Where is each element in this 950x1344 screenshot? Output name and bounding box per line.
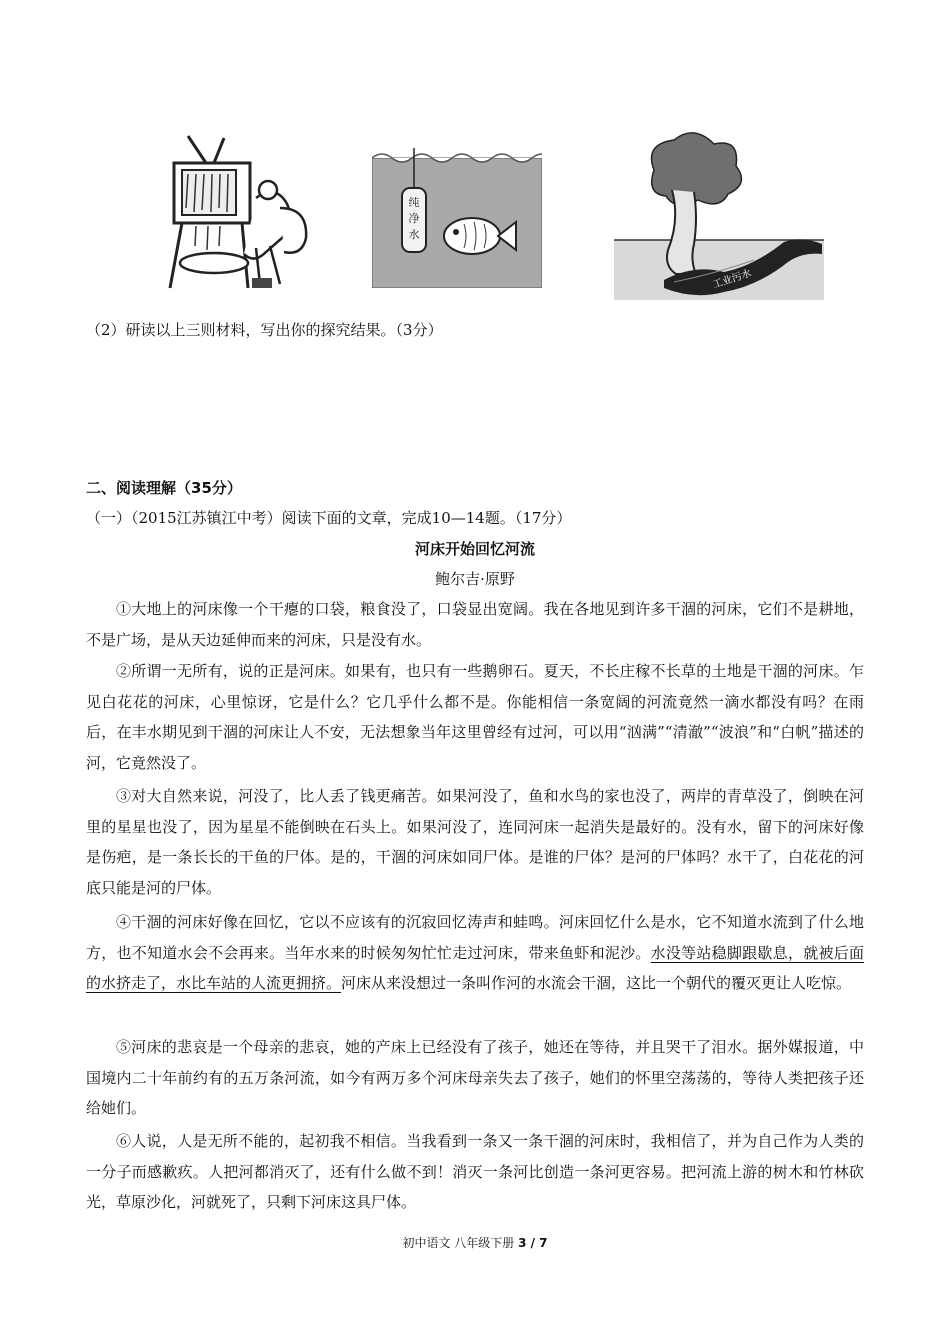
question-2: （2）研读以上三则材料，写出你的探究结果。（3分） <box>86 321 443 339</box>
polluted-water-drawing <box>372 148 542 288</box>
paragraph-4 <box>86 907 864 999</box>
page-footer <box>0 1234 950 1251</box>
tv-leaking-drawing <box>156 128 336 293</box>
dying-tree-drawing <box>614 130 824 305</box>
bottle-label-char-2: 净 <box>408 212 420 225</box>
paragraph-4-part-a: ④干涸的河床好像在回忆，它以不应该有的沉寂回忆涛声和蛙鸣。河床回忆什么是水，它不知道水流到了什么地方，也不知道水会不会再来。当年水来的时候匆匆忙忙走过河床，带来鱼虾和泥沙。 <box>86 913 864 962</box>
paragraph-5: ⑤河床的悲哀是一个母亲的悲哀，她的产床上已经没有了孩子，她还在等待，并且哭干了泪水。据外媒报道，中国境内二十年前约有的五万条河流，如今有两万多个河床母亲失去了孩子，她们的怀里空荡荡的，等待人类把孩子还给她们。 <box>86 1038 864 1117</box>
part-intro: （一）（2015江苏镇江中考）阅读下面的文章，完成10—14题。（17分） <box>86 509 572 527</box>
bottle-label-char-1: 纯 <box>408 196 420 209</box>
figure-dying-tree <box>614 130 824 305</box>
figure-tv-leaking <box>156 128 336 293</box>
article-author: 鲍尔吉·原野 <box>435 570 515 588</box>
underlined-sentence: 水没等站稳脚跟歇息，就被后面的水挤走了，水比车站的人流更拥挤。 <box>86 943 864 992</box>
footer-text: 初中语文 八年级下册 <box>402 1236 519 1250</box>
section-heading: 二、阅读理解（35分） <box>86 479 242 497</box>
article-title: 河床开始回忆河流 <box>414 540 535 558</box>
page-number: 3 / 7 <box>518 1236 548 1250</box>
illustrations <box>150 128 870 308</box>
wastewater-label: 工业污水 <box>711 268 753 291</box>
bottle-label-char-3: 水 <box>408 228 420 241</box>
paragraph-2: ②所谓一无所有，说的正是河床。如果有，也只有一些鹅卵石。夏天，不长庄稼不长草的土地是干涸的河床。乍见白花花的河床，心里惊讶，它是什么？它几乎什么都不是。你能相信一条宽阔的河流竟然一滴水都没有吗？在雨后，在丰水期见到干涸的河床让人不安，无法想象当年这里曾经有过河，可以用“汹满”“清澈”“波浪”和“白帆”描述的河，它竟然没了。 <box>86 662 864 772</box>
paragraph-1: ①大地上的河床像一个干瘪的口袋，粮食没了，口袋显出宽阔。我在各地见到许多干涸的河床，它们不是耕地，不是广场，是从天边延伸而来的河床，只是没有水。 <box>86 600 864 649</box>
paragraph-6: ⑥人说，人是无所不能的，起初我不相信。当我看到一条又一条干涸的河床时，我相信了，并为自己作为人类的一分子而感歉疚。人把河都消灭了，还有什么做不到！消灭一条河比创造一条河更容易。把河流上游的树木和竹林砍光，草原沙化，河就死了，只剩下河床这具尸体。 <box>86 1132 864 1211</box>
paragraph-3: ③对大自然来说，河没了，比人丢了钱更痛苦。如果河没了，鱼和水鸟的家也没了，两岸的青草没了，倒映在河里的星星也没了，因为星星不能倒映在石头上。如果河没了，连同河床一起消失是最好的。没有水，留下的河床好像是伤疤，是一条长长的干鱼的尸体。是的，干涸的河床如同尸体。是谁的尸体？是河的尸体吗？水干了，白花花的河底只能是河的尸体。 <box>86 787 864 897</box>
paragraph-4-part-b: 河床从来没想过一条叫作河的水流会干涸，这比一个朝代的覆灭更让人吃惊。 <box>341 974 852 992</box>
figure-polluted-water <box>372 148 542 288</box>
